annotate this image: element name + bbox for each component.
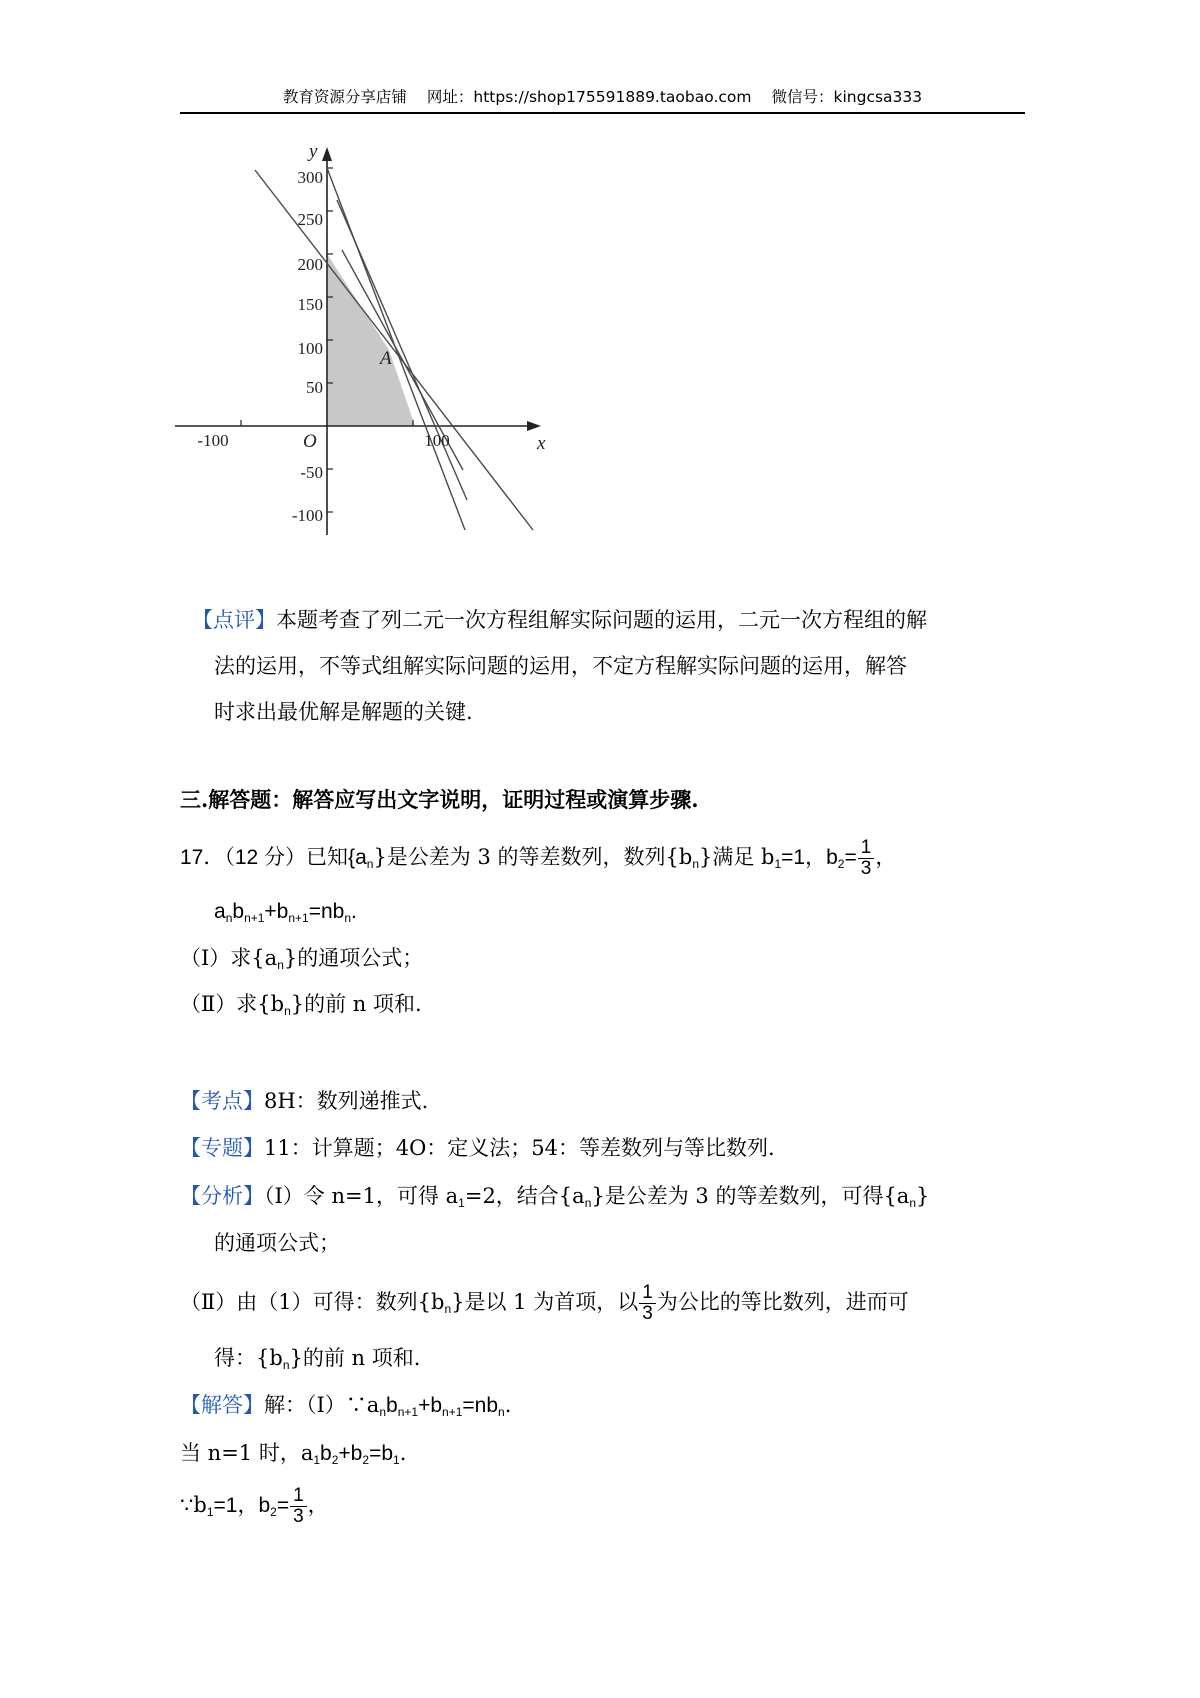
y-tick-50: 50 (306, 378, 323, 397)
y-tick-300: 300 (297, 168, 323, 187)
kaodian-line: 【考点】8H：数列递推式. (180, 1089, 429, 1113)
comment-tag: 【点评】 (192, 608, 276, 632)
y-tick-200: 200 (297, 255, 323, 274)
site-label: 网址：https://shop175591889.taobao.com (426, 88, 752, 106)
kaodian-tag: 【考点】 (180, 1089, 264, 1113)
x-tick-100: 100 (424, 431, 450, 450)
shop-name: 教育资源分享店铺 (282, 88, 407, 106)
comment-line-3: 时求出最优解是解题的关键. (214, 700, 473, 724)
page-header (180, 82, 1025, 114)
y-tick-150: 150 (297, 295, 323, 314)
q17-part-1: （Ⅰ）求$\{a_n\}$的通项公式； (180, 946, 424, 972)
fenxi-line-4: 得：$\{b_n\}$的前 n 项和. (214, 1346, 421, 1372)
fenxi-line-1: 【分析】（Ⅰ）令 n=1，可得 $a_1=2$，结合$\{a_n\}$是公差为 3 的等差数列，可得$\{a_n\}$ (180, 1184, 930, 1210)
coordinate-graph (175, 145, 595, 545)
comment-line-2: 法的运用，不等式组解实际问题的运用，不定方程解实际问题的运用，解答 (214, 654, 907, 678)
section-title: 三.解答题：解答应写出文字说明，证明过程或演算步骤. (180, 787, 699, 812)
y-tick-100: 100 (297, 339, 323, 358)
jieda-tag: 【解答】 (180, 1393, 264, 1417)
jieda-line-1: 【解答】解：$(Ⅰ)\because a_nb_{n+1}+b_{n+1}=nb_n$. (180, 1393, 512, 1419)
fraction-one-third: $\frac{1}{3}$ (639, 1283, 656, 1324)
x-axis-label: x (537, 433, 546, 454)
fenxi-line-3: （Ⅱ）由（1）可得：数列$\{b_n\}$是以 1 为首项，以 $\frac{1}{3}$ 为公比的等比数列，进而可 (180, 1282, 909, 1324)
y-axis-label: y (309, 145, 318, 162)
y-axis-arrow (322, 147, 332, 161)
fenxi-line-2: 的通项公式； (214, 1231, 340, 1255)
zhuanti-line: 【专题】11：计算题；4O：定义法；54：等差数列与等比数列. (180, 1136, 775, 1160)
point-a-label: A (380, 348, 392, 369)
comment-line-1: 【点评】本题考查了列二元一次方程组解实际问题的运用，二元一次方程组的解 (192, 608, 927, 632)
y-tick-neg100: -100 (291, 506, 323, 525)
fraction-one-third: $\frac{1}{3}$ (290, 1486, 307, 1527)
x-axis-arrow (527, 421, 541, 431)
zhuanti-tag: 【专题】 (180, 1136, 264, 1160)
y-tick-neg50: -50 (300, 463, 323, 482)
q17-part-2: （Ⅱ）求$\{b_n\}$的前 n 项和. (180, 992, 422, 1018)
origin-label: O (303, 431, 317, 452)
jieda-line-2: 当 n=1 时，$a_1b_2+b_2=b_1$. (180, 1441, 407, 1467)
x-tick-neg100: -100 (197, 431, 229, 450)
fraction-one-third: $\frac{1}{3}$ (858, 838, 875, 879)
wechat-id: 微信号：kingcsa333 (771, 88, 923, 106)
q17-line-2: $a_nb_{n+1}+b_{n+1}=nb_n$. (214, 900, 357, 925)
fenxi-tag: 【分析】 (180, 1184, 264, 1208)
jieda-line-3: $\because b_1=1$，$b_2=$ $\frac{1}{3}$ ， (180, 1485, 329, 1527)
y-tick-250: 250 (297, 210, 323, 229)
site-url[interactable]: https://shop175591889.taobao.com (473, 88, 752, 106)
q17-line-1: 17．（12 分）已知$\{a_n\}$是公差为 3 的等差数列，数列$\{b_n\}$满足 $b_1=1$，$b_2=$ $\frac{1}{3}$ ， (180, 837, 897, 879)
